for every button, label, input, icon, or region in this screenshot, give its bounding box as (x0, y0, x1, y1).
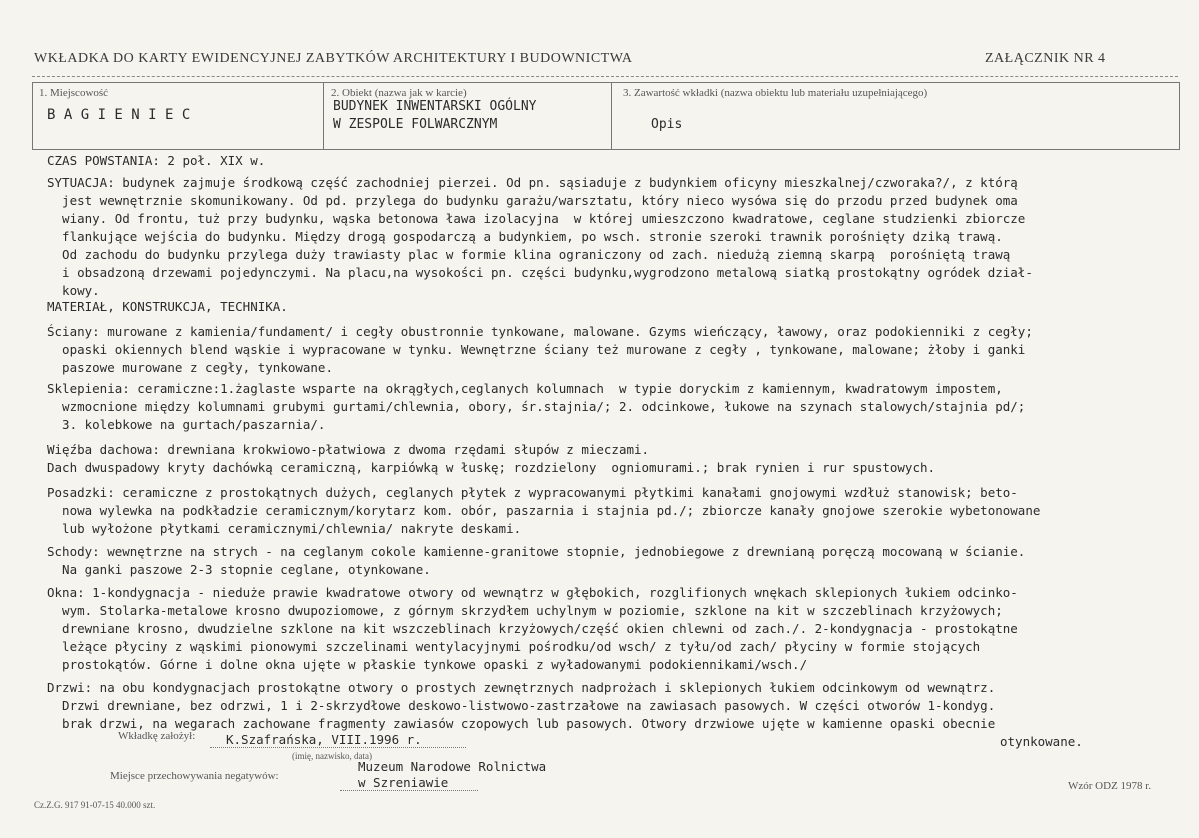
paragraph-situation (47, 174, 1033, 300)
text-line: kowy. (47, 283, 100, 298)
text-line: prostokątów. Górne i dolne okna ujęte w płaskie tynkowe opaski z wyładowanymi podokiennikami/wsch./ (47, 657, 808, 672)
text-line: leżące płyciny z wąskimi pionowymi szczelinami wentylacyjnymi pośrodku/od wsch/ z tyłu/od zach/ płyciny w formie stojących (47, 639, 981, 654)
text-line: wzmocnione między kolumnami grubymi gurtami/chlewnia, obory, śr.stajnia/; 2. odcinkowe, łukowe na szynach stalowych/stajnia pd/; (47, 399, 1026, 414)
created-label: Wkładkę założył: (118, 730, 196, 742)
negatives-label: Miejsce przechowywania negatywów: (110, 770, 279, 782)
content-label: 3. Zawartość wkładki (nazwa obiektu lub materiału uzupełniającego) (623, 87, 928, 99)
paragraph-doors (47, 679, 995, 733)
paragraph-windows (47, 584, 1018, 674)
text-line: paszowe murowane z cegły, tynkowane. (47, 360, 333, 375)
object-value-line2: W ZESPOLE FOLWARCZNYM (333, 117, 498, 132)
attachment-number: ZAŁĄCZNIK NR 4 (985, 51, 1106, 66)
text-line: Drzwi drewniane, bez odrzwi, 1 i 2-skrzydłowe deskowo-listwowo-zastrzałowe na zawiasach pasowych. W części otworów 1-kondyg. (47, 698, 996, 713)
paragraph-material-heading (47, 298, 288, 316)
paragraph-construction-time (47, 152, 265, 170)
text-line: 3. kolebkowe na gurtach/paszarnia/. (47, 417, 326, 432)
negatives-value-line1: Muzeum Narodowe Rolnictwa (358, 759, 547, 774)
text-line: wym. Stolarka-metalowe krosno dwupoziomowe, z górnym skrzydłem uchylnym w poziomie, szklone na kit w szczeblinach krzyżowych; (47, 603, 1003, 618)
text-line: Na ganki paszowe 2-3 stopnie ceglane, otynkowane. (47, 562, 431, 577)
object-label: 2. Obiekt (nazwa jak w karcie) (331, 87, 467, 99)
text-line: MATERIAŁ, KONSTRUKCJA, TECHNIKA. (47, 299, 288, 314)
paragraph-floors (47, 484, 1040, 538)
form-model: Wzór ODZ 1978 r. (1068, 780, 1152, 792)
text-line: CZAS POWSTANIA: 2 poł. XIX w. (47, 153, 266, 168)
paragraph-walls (47, 323, 1033, 377)
object-value-line1: BUDYNEK INWENTARSKI OGÓLNY (333, 99, 537, 114)
text-line: wiany. Od frontu, tuż przy budynku, wąska betonowa ława izolacyjna w której umieszczono kwadratowe, ceglane studzienki zbiorcze (47, 211, 1026, 226)
text-line: Drzwi: na obu kondygnacjach prostokątne otwory o prostych zewnętrznych nadprożach i sklepionych łukiem odcinkowym od wewnątrz. (47, 680, 996, 695)
text-line: jest wewnętrznie skomunikowany. Od pd. przylega do budynku garażu/warsztatu, który nieco wysówa się do przodu przed budynek oma (47, 193, 1018, 208)
text-line: drewniane krosno, dwudzielne szklone na kit wszczeblinach krzyżowych/część okien chlewni od zach./. 2-kondygnacja - prostokątne (47, 621, 1018, 636)
paragraph-vaults (47, 380, 1025, 434)
text-line: nowa wylewka na podkładzie ceramicznym/korytarz kom. obór, paszarnia i stajnia pd./; zbiorcze kanały gnojowe szerokie wybetonowane (47, 503, 1041, 518)
paragraph-roof (47, 441, 935, 477)
text-line: opaski okiennych blend wąskie i wypracowane w tynku. Wewnętrzne ściany też murowane z cegły , tynkowane, malowane; żłoby i ganki (47, 342, 1026, 357)
text-line: Więźba dachowa: drewniana krokwiowo-płatwiowa z dwoma rzędami słupów z mieczami. (47, 442, 650, 457)
text-line: Od zachodu do budynku przylega duży trawiasty plac w formie klina ograniczony od zach. niedużą ziemną skarpą porośniętą trawą (47, 247, 1011, 262)
created-value: K.Szafrańska, VIII.1996 r. (210, 732, 466, 748)
text-line: Ściany: murowane z kamienia/fundament/ i cegły obustronnie tynkowane, malowane. Gzyms wieńczący, ławowy, oraz podokienniki z cegły; (47, 324, 1033, 339)
text-line: Schody: wewnętrzne na strych - na ceglanym cokole kamienne-granitowe stopnie, jednobiegowe z drewnianą poręczą mocowaną w ścianie. (47, 544, 1026, 559)
paragraph-stairs (47, 543, 1025, 579)
text-line: Okna: 1-kondygnacja - nieduże prawie kwadratowe otwory od wewnątrz w głębokich, rozglifionych wnękach sklepionych łukiem odcinko- (47, 585, 1018, 600)
text-line: Sklepienia: ceramiczne:1.żaglaste wsparte na okrągłych,ceglanych kolumnach w typie doryckim z kamiennym, kwadratowym impostem, (47, 381, 1003, 396)
text-line: Posadzki: ceramiczne z prostokątnych dużych, ceglanych płytek z wypracowanymi płytkimi kanałami gnojowymi wzdłuż stanowisk; beto- (47, 485, 1018, 500)
created-sublabel: (imię, nazwisko, data) (292, 751, 372, 761)
form-title: WKŁADKA DO KARTY EWIDENCYJNEJ ZABYTKÓW ARCHITEKTURY I BUDOWNICTWA (34, 51, 633, 66)
field-divider (611, 83, 612, 149)
text-line: brak drzwi, na wegarach zachowane fragmenty zawiasów czopowych lub pasowych. Otwory drzwiowe ujęte w kamienne opaski obecnie (47, 716, 996, 731)
field-divider (323, 83, 324, 149)
text-line: lub wyłożone płytkami ceramicznymi/chlewnia/ nakryte deskami. (47, 521, 522, 536)
field-box (32, 82, 1180, 150)
locality-label: 1. Miejscowość (39, 87, 109, 99)
content-value: Opis (651, 117, 683, 132)
print-code: Cz.Z.G. 917 91-07-15 40.000 szt. (34, 800, 156, 810)
header-rule (32, 76, 1178, 77)
negatives-value-line2: w Szreniawie (340, 775, 478, 791)
locality-value: B A G I E N I E C (47, 107, 191, 123)
text-line: i obsadzoną drzewami pojedynczymi. Na placu,na wysokości pn. części budynku,wygrodzono metalową siatką prostokątny ogródek dział- (47, 265, 1033, 280)
text-line: flankujące wejścia do budynku. Między drogą gospodarczą a budynkiem, po wsch. stronie szeroki trawnik porośnięty dziką trawą. (47, 229, 1003, 244)
doors-last-line: otynkowane. (1000, 734, 1083, 749)
text-line: Dach dwuspadowy kryty dachówką ceramiczną, karpiówką w łuskę; rozdzielony ogniomurami.; brak rynien i rur spustowych. (47, 460, 936, 475)
text-line: SYTUACJA: budynek zajmuje środkową część zachodniej pierzei. Od pn. sąsiaduje z budynkiem oficyny mieszkalnej/czworaka?/, z którą (47, 175, 1018, 190)
